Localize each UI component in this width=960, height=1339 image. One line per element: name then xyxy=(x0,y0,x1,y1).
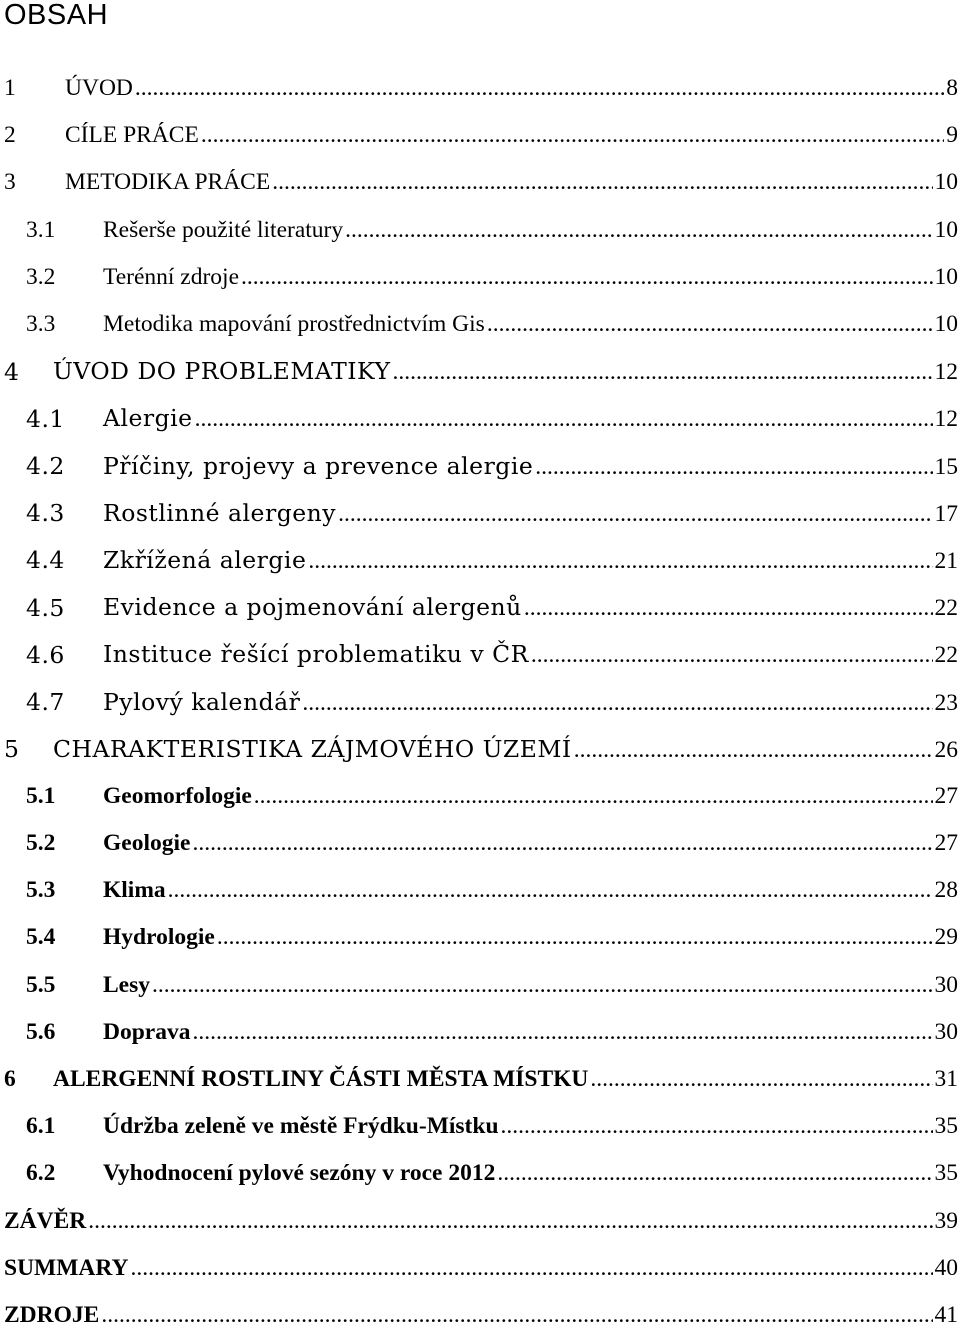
toc-entry-line xyxy=(65,75,960,102)
toc-entry[interactable] xyxy=(0,65,960,112)
toc-entry[interactable] xyxy=(0,395,960,442)
toc-entry-page-number: 28 xyxy=(935,877,960,904)
toc-entry-line xyxy=(103,1160,960,1187)
toc-entry-line xyxy=(103,264,960,291)
toc-entry-page-number: 22 xyxy=(935,595,960,622)
toc-entry-line xyxy=(103,688,960,717)
toc-entry-number: 5.6 xyxy=(26,1019,55,1046)
toc-entry-line xyxy=(103,830,960,857)
toc-dot-leader xyxy=(524,595,933,622)
toc-entry[interactable] xyxy=(0,537,960,584)
toc-entry-page-number: 12 xyxy=(935,406,960,433)
toc-entry-title[interactable]: ZDROJE xyxy=(4,1302,99,1329)
toc-entry-line xyxy=(65,169,960,196)
toc-entry-page-number: 30 xyxy=(935,972,960,999)
toc-entry-title[interactable]: Zkřížená alergie xyxy=(103,546,306,574)
toc-entry-number: 4.5 xyxy=(26,594,65,622)
toc-entry-line xyxy=(103,924,960,951)
toc-entry-title[interactable]: Geomorfologie xyxy=(103,783,252,810)
toc-dot-leader xyxy=(308,548,932,575)
toc-entry-line xyxy=(103,640,960,669)
toc-entry-title[interactable]: Rešerše použité literatury xyxy=(103,217,343,244)
toc-entry-page-number: 10 xyxy=(935,169,960,196)
toc-entry-title[interactable]: Doprava xyxy=(103,1019,190,1046)
toc-entry[interactable] xyxy=(0,584,960,631)
toc-entry-number: 6.2 xyxy=(26,1160,55,1187)
toc-entry-number: 1 xyxy=(4,75,16,102)
toc-dot-leader xyxy=(101,1302,932,1329)
toc-entry-title[interactable]: Terénní zdroje xyxy=(103,264,239,291)
toc-dot-leader xyxy=(497,1160,932,1187)
table-of-contents xyxy=(0,65,960,1339)
toc-entry-title[interactable]: Klima xyxy=(103,877,166,904)
toc-entry-page-number: 17 xyxy=(935,501,960,528)
toc-entry[interactable] xyxy=(0,1292,960,1339)
toc-entry-page-number: 30 xyxy=(935,1019,960,1046)
toc-entry-number: 4.6 xyxy=(26,641,65,669)
toc-entry-title[interactable]: Evidence a pojmenování alergenů xyxy=(103,593,522,621)
toc-entry-number: 4.4 xyxy=(26,546,65,574)
toc-entry-line xyxy=(103,217,960,244)
toc-dot-leader xyxy=(574,737,933,764)
toc-entry-title[interactable]: Údržba zeleně ve městě Frýdku-Místku xyxy=(103,1113,499,1140)
toc-dot-leader xyxy=(217,924,933,951)
toc-entry-number: 4.1 xyxy=(26,405,65,433)
toc-entry-page-number: 15 xyxy=(935,454,960,481)
toc-entry-number: 3.2 xyxy=(26,264,55,291)
toc-entry-title[interactable]: Alergie xyxy=(103,404,193,432)
toc-entry-page-number: 35 xyxy=(935,1160,960,1187)
toc-entry-title[interactable]: Pylový kalendář xyxy=(103,688,300,716)
toc-entry-page-number: 8 xyxy=(946,75,960,102)
toc-entry[interactable] xyxy=(0,490,960,537)
toc-entry-page-number: 23 xyxy=(935,690,960,717)
toc-entry-number: 5 xyxy=(4,735,19,763)
toc-entry-title[interactable]: CHARAKTERISTIKA ZÁJMOVÉHO ÚZEMÍ xyxy=(53,735,572,763)
toc-entry-title[interactable]: Vyhodnocení pylové sezóny v roce 2012 xyxy=(103,1160,495,1187)
toc-dot-leader xyxy=(535,454,932,481)
toc-entry-page-number: 29 xyxy=(935,924,960,951)
toc-entry[interactable] xyxy=(0,773,960,820)
toc-dot-leader xyxy=(501,1113,933,1140)
toc-entry-line xyxy=(103,972,960,999)
toc-entry-title[interactable]: METODIKA PRÁCE xyxy=(65,169,270,196)
toc-entry-title[interactable]: Metodika mapování prostřednictvím Gis xyxy=(103,311,485,338)
toc-entry-page-number: 21 xyxy=(935,548,960,575)
toc-dot-leader xyxy=(272,169,932,196)
toc-entry[interactable] xyxy=(0,301,960,348)
toc-dot-leader xyxy=(487,311,933,338)
toc-entry-title[interactable]: ÚVOD DO PROBLEMATIKY xyxy=(53,357,390,385)
toc-entry[interactable] xyxy=(0,1103,960,1150)
toc-entry-line xyxy=(53,1066,960,1093)
toc-entry[interactable] xyxy=(0,254,960,301)
toc-entry-page-number: 9 xyxy=(946,122,960,149)
toc-dot-leader xyxy=(338,501,932,528)
toc-entry-page-number: 27 xyxy=(935,783,960,810)
toc-dot-leader xyxy=(254,783,933,810)
toc-entry-line xyxy=(103,311,960,338)
toc-entry-line xyxy=(4,1208,960,1235)
toc-dot-leader xyxy=(88,1208,932,1235)
toc-entry[interactable] xyxy=(0,1198,960,1245)
toc-entry[interactable] xyxy=(0,1245,960,1292)
toc-entry-line xyxy=(103,1113,960,1140)
toc-entry-title[interactable]: Geologie xyxy=(103,830,190,857)
toc-entry-number: 3 xyxy=(4,169,16,196)
toc-dot-leader xyxy=(531,642,933,669)
toc-dot-leader xyxy=(195,406,933,433)
toc-entry-number: 4.2 xyxy=(26,452,65,480)
toc-dot-leader xyxy=(302,690,932,717)
toc-entry-line xyxy=(103,404,960,433)
toc-entry-title[interactable]: ÚVOD xyxy=(65,75,133,102)
toc-entry-title[interactable]: ALERGENNÍ ROSTLINY ČÁSTI MĚSTA MÍSTKU xyxy=(53,1066,588,1093)
toc-entry-number: 4 xyxy=(4,358,19,386)
toc-entry-line xyxy=(103,499,960,528)
toc-entry-page-number: 35 xyxy=(935,1113,960,1140)
toc-entry[interactable] xyxy=(0,1056,960,1103)
toc-entry-page-number: 12 xyxy=(935,359,960,386)
toc-entry-line xyxy=(4,1255,960,1282)
toc-entry[interactable] xyxy=(0,631,960,678)
toc-dot-leader xyxy=(241,264,932,291)
toc-entry-number: 5.1 xyxy=(26,783,55,810)
toc-entry[interactable] xyxy=(0,726,960,773)
toc-entry-page-number: 40 xyxy=(935,1255,960,1282)
toc-entry[interactable] xyxy=(0,348,960,395)
toc-entry-page-number: 27 xyxy=(935,830,960,857)
toc-dot-leader xyxy=(131,1255,933,1282)
toc-entry-title[interactable]: SUMMARY xyxy=(4,1255,129,1282)
toc-entry-line xyxy=(103,1019,960,1046)
toc-entry-page-number: 22 xyxy=(935,642,960,669)
toc-entry[interactable] xyxy=(0,914,960,961)
toc-dot-leader xyxy=(135,75,944,102)
toc-dot-leader xyxy=(590,1066,932,1093)
toc-entry[interactable] xyxy=(0,678,960,725)
page-title: OBSAH xyxy=(4,0,108,32)
toc-entry[interactable] xyxy=(0,867,960,914)
toc-entry-number: 2 xyxy=(4,122,16,149)
toc-entry-number: 5.2 xyxy=(26,830,55,857)
toc-entry[interactable] xyxy=(0,207,960,254)
toc-dot-leader xyxy=(201,122,944,149)
toc-entry[interactable] xyxy=(0,159,960,206)
toc-dot-leader xyxy=(345,217,932,244)
toc-entry-title[interactable]: Instituce řešící problematiku v ČR xyxy=(103,640,529,668)
toc-dot-leader xyxy=(192,1019,932,1046)
toc-entry-title[interactable]: ZÁVĚR xyxy=(4,1208,86,1235)
toc-entry[interactable] xyxy=(0,962,960,1009)
toc-entry-number: 4.7 xyxy=(26,688,65,716)
toc-entry-line xyxy=(65,122,960,149)
toc-entry-number: 4.3 xyxy=(26,499,65,527)
toc-entry-page-number: 39 xyxy=(935,1208,960,1235)
toc-entry[interactable] xyxy=(0,1009,960,1056)
toc-entry-line xyxy=(53,735,960,764)
toc-entry-title[interactable]: Rostlinné alergeny xyxy=(103,499,336,527)
toc-entry-line xyxy=(103,452,960,481)
toc-entry-number: 6 xyxy=(4,1066,16,1093)
toc-entry-line xyxy=(103,877,960,904)
toc-entry-title[interactable]: Příčiny, projevy a prevence alergie xyxy=(103,452,533,480)
toc-entry-page-number: 10 xyxy=(935,217,960,244)
toc-entry-number: 5.5 xyxy=(26,972,55,999)
toc-entry-page-number: 31 xyxy=(935,1066,960,1093)
toc-entry-title[interactable]: CÍLE PRÁCE xyxy=(65,122,199,149)
toc-entry-title[interactable]: Lesy xyxy=(103,972,150,999)
toc-entry[interactable] xyxy=(0,1150,960,1197)
toc-entry[interactable] xyxy=(0,443,960,490)
toc-entry[interactable] xyxy=(0,112,960,159)
toc-entry-number: 3.1 xyxy=(26,217,55,244)
toc-entry-line xyxy=(103,546,960,575)
toc-dot-leader xyxy=(192,830,932,857)
toc-entry-line xyxy=(53,357,960,386)
toc-entry-number: 3.3 xyxy=(26,311,55,338)
toc-entry-page-number: 10 xyxy=(935,311,960,338)
toc-entry-page-number: 10 xyxy=(935,264,960,291)
toc-dot-leader xyxy=(392,359,932,386)
toc-entry-page-number: 26 xyxy=(935,737,960,764)
toc-entry-line xyxy=(4,1302,960,1329)
toc-entry-number: 6.1 xyxy=(26,1113,55,1140)
toc-entry-line xyxy=(103,593,960,622)
toc-entry[interactable] xyxy=(0,820,960,867)
toc-entry-line xyxy=(103,783,960,810)
toc-dot-leader xyxy=(168,877,933,904)
toc-dot-leader xyxy=(152,972,933,999)
toc-entry-title[interactable]: Hydrologie xyxy=(103,924,215,951)
toc-entry-number: 5.3 xyxy=(26,877,55,904)
toc-entry-page-number: 41 xyxy=(935,1302,960,1329)
toc-entry-number: 5.4 xyxy=(26,924,55,951)
